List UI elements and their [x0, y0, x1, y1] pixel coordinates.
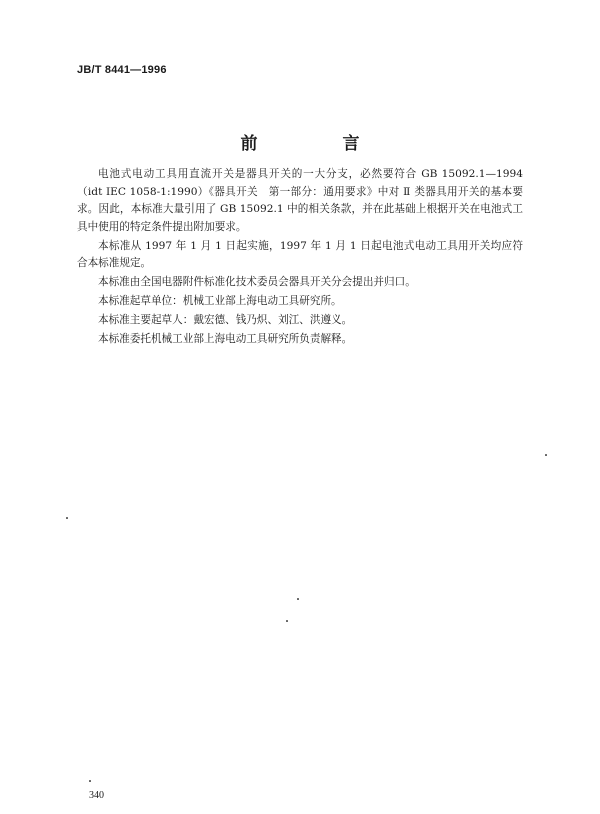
scan-speck: [66, 517, 68, 519]
page-number: 340: [89, 790, 104, 801]
paragraph-proposer: 本标准由全国电器附件标准化技术委员会器具开关分会提出并归口。: [98, 276, 416, 288]
scan-speck: [297, 598, 299, 600]
scan-speck: [545, 454, 547, 456]
page-title: 前 言: [240, 134, 394, 154]
scan-speck: [286, 620, 288, 622]
paragraph-scope: 电池式电动工具用直流开关是器具开关的一大分支，必然要符合 GB 15092.1—1994（idt IEC 1058-1:1990）《器具开关 第一部分：通用要求》中对 Ⅱ 类器具用开关的基本要求。因此，本标准大量引用了 GB 15092.1 中的相关条款，并在此基础上根据开关在电池式工具中使用的特定条件提出附加要求。: [77, 168, 523, 233]
foreword-body: [77, 166, 523, 350]
paragraph-interpretation: 本标准委托机械工业部上海电动工具研究所负责解释。: [98, 333, 353, 345]
standard-code: JB/T 8441—1996: [77, 64, 167, 76]
paragraph-effective-date: 本标准从 1997 年 1 月 1 日起实施，1997 年 1 月 1 日起电池式电动工具用开关均应符合本标准规定。: [77, 239, 523, 269]
paragraph-drafting-unit: 本标准起草单位：机械工业部上海电动工具研究所。: [98, 295, 342, 307]
scan-speck: [89, 780, 91, 782]
paragraph-drafters: 本标准主要起草人：戴宏德、钱乃炽、刘江、洪遵义。: [98, 314, 353, 326]
